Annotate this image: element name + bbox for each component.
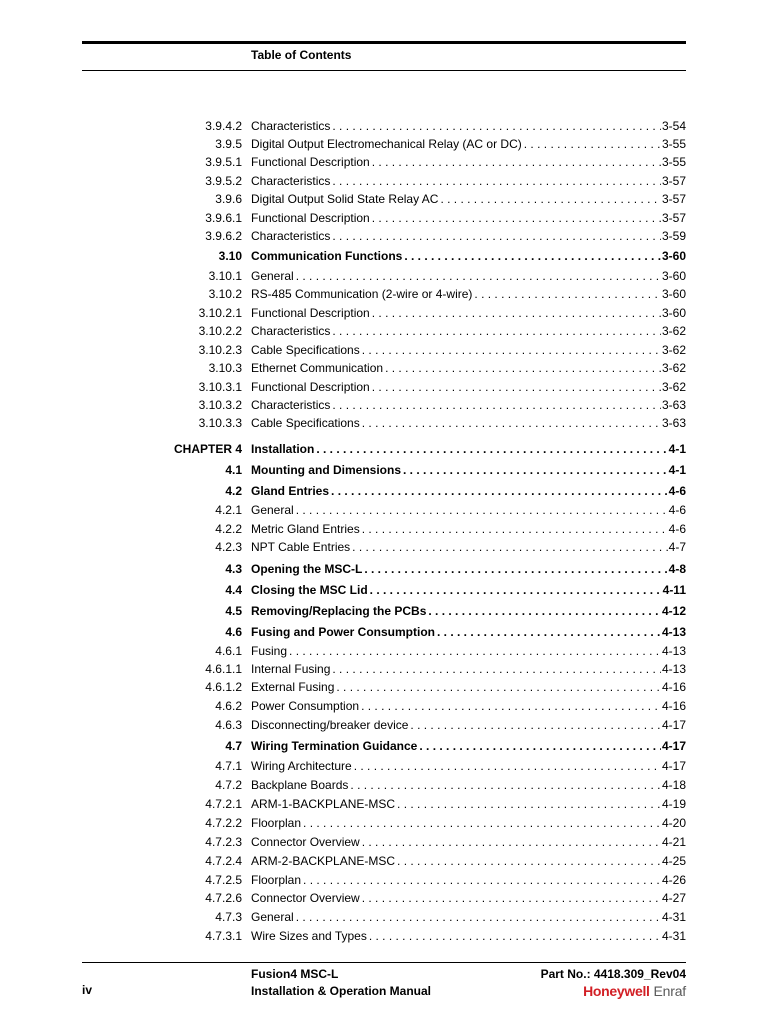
toc-entry-line	[251, 285, 686, 303]
toc-entry-line	[251, 396, 686, 414]
toc-dot-leader	[474, 285, 661, 303]
toc-entry-title: Characteristics	[251, 324, 331, 338]
toc-entry-line	[251, 889, 686, 907]
toc-dot-leader	[352, 538, 668, 556]
toc-entry[interactable]	[0, 602, 768, 620]
toc-entry[interactable]	[0, 737, 768, 755]
toc-entry[interactable]	[0, 520, 768, 538]
toc-dot-leader	[303, 814, 661, 832]
toc-entry-title: Characteristics	[251, 119, 331, 133]
toc-entry-number: 3.10.2	[208, 287, 242, 301]
toc-entry-page: 4-25	[661, 854, 686, 868]
toc-entry[interactable]	[0, 757, 768, 775]
toc-entry-page: 3-57	[661, 211, 686, 225]
toc-entry-number: 4.7.2.5	[205, 873, 242, 887]
toc-entry[interactable]	[0, 560, 768, 578]
toc-entry-line	[251, 378, 686, 396]
toc-entry-line	[251, 660, 686, 678]
toc-entry-page: 4-1	[668, 463, 686, 477]
toc-entry-title: Gland Entries	[251, 484, 330, 498]
toc-entry-page: 3-62	[661, 380, 686, 394]
toc-entry-line	[251, 227, 686, 245]
toc-entry-number: 4.7.2.3	[205, 835, 242, 849]
toc-entry-page: 3-55	[661, 155, 686, 169]
toc-entry-line	[251, 190, 686, 208]
toc-entry-title: General	[251, 910, 294, 924]
toc-entry-page: 3-60	[661, 287, 686, 301]
toc-entry[interactable]	[0, 172, 768, 190]
toc-entry-title: Floorplan	[251, 816, 302, 830]
toc-entry[interactable]	[0, 461, 768, 479]
toc-entry-page: 4-19	[661, 797, 686, 811]
toc-entry-title: Closing the MSC Lid	[251, 583, 368, 597]
toc-entry-number: 4.7.3	[215, 910, 242, 924]
toc-dot-leader	[372, 378, 661, 396]
toc-entry-page: 4-1	[668, 442, 686, 456]
toc-dot-leader	[385, 359, 661, 377]
toc-dot-leader	[332, 396, 661, 414]
toc-entry-title: Cable Specifications	[251, 416, 360, 430]
footer-product-info	[251, 966, 431, 1000]
toc-entry[interactable]	[0, 304, 768, 322]
toc-dot-leader	[336, 678, 661, 696]
toc-entry-page: 4-31	[661, 929, 686, 943]
toc-entry-number: 4.7.2.1	[205, 797, 242, 811]
toc-entry-page: 4-17	[661, 718, 686, 732]
toc-entry-page: 3-60	[661, 306, 686, 320]
toc-entry-title: Internal Fusing	[251, 662, 331, 676]
toc-entry-number: 4.6.3	[215, 718, 242, 732]
toc-entry-number: 4.7	[225, 739, 242, 753]
toc-entry-title: Ethernet Communication	[251, 361, 384, 375]
toc-entry-line	[251, 795, 686, 813]
toc-entry[interactable]	[0, 117, 768, 135]
toc-entry[interactable]	[0, 716, 768, 734]
toc-entry[interactable]	[0, 440, 768, 458]
toc-entry-page: 3-62	[661, 361, 686, 375]
toc-dot-leader	[524, 135, 661, 153]
toc-dot-leader	[332, 322, 661, 340]
toc-entry-line	[251, 440, 686, 458]
toc-entry[interactable]	[0, 247, 768, 265]
toc-entry-page: 3-63	[661, 398, 686, 412]
toc-dot-leader	[316, 440, 667, 458]
toc-entry-line	[251, 461, 686, 479]
toc-entry[interactable]	[0, 153, 768, 171]
toc-entry-page: 3-62	[661, 343, 686, 357]
toc-dot-leader	[331, 482, 668, 500]
toc-dot-leader	[397, 852, 661, 870]
toc-entry-title: Characteristics	[251, 398, 331, 412]
toc-entry-title: Communication Functions	[251, 249, 403, 263]
toc-entry-title: NPT Cable Entries	[251, 540, 351, 554]
toc-entry-line	[251, 341, 686, 359]
toc-entry-number: 4.7.2.2	[205, 816, 242, 830]
toc-entry-number: 4.7.3.1	[205, 929, 242, 943]
toc-entry-page: 3-57	[661, 174, 686, 188]
toc-entry[interactable]	[0, 814, 768, 832]
toc-entry-line	[251, 209, 686, 227]
toc-entry-number: 3.9.5.1	[205, 155, 242, 169]
toc-entry-title: Mounting and Dimensions	[251, 463, 401, 477]
toc-entry-title: Connector Overview	[251, 835, 360, 849]
toc-dot-leader	[350, 776, 661, 794]
toc-entry-line	[251, 117, 686, 135]
toc-entry-line	[251, 359, 686, 377]
toc-entry-number: 4.7.1	[215, 759, 242, 773]
toc-entry[interactable]	[0, 642, 768, 660]
toc-entry-title: Connector Overview	[251, 891, 360, 905]
toc-entry-line	[251, 678, 686, 696]
toc-entry-number: 3.9.4.2	[205, 119, 242, 133]
toc-entry-number: 3.10.3	[208, 361, 242, 375]
toc-entry-page: 4-17	[661, 739, 686, 753]
toc-entry[interactable]	[0, 927, 768, 945]
header-rule-thin	[82, 70, 686, 71]
toc-dot-leader	[410, 716, 661, 734]
toc-entry-line	[251, 776, 686, 794]
toc-entry[interactable]	[0, 697, 768, 715]
toc-entry[interactable]	[0, 359, 768, 377]
toc-entry[interactable]	[0, 538, 768, 556]
toc-entry[interactable]	[0, 482, 768, 500]
toc-entry-title: General	[251, 269, 294, 283]
toc-entry-line	[251, 908, 686, 926]
toc-dot-leader	[372, 209, 661, 227]
toc-dot-leader	[372, 304, 661, 322]
toc-entry-line	[251, 414, 686, 432]
toc-entry-page: 4-6	[668, 522, 686, 536]
toc-entry[interactable]	[0, 322, 768, 340]
toc-entry-page: 3-54	[661, 119, 686, 133]
toc-entry-title: Characteristics	[251, 174, 331, 188]
toc-entry-number: CHAPTER 4	[173, 442, 242, 456]
toc-entry[interactable]	[0, 209, 768, 227]
toc-entry-number: 4.1	[225, 463, 242, 477]
toc-dot-leader	[354, 757, 661, 775]
toc-dot-leader	[332, 172, 661, 190]
toc-entry-number: 4.2.1	[215, 503, 242, 517]
toc-entry-title: Wiring Termination Guidance	[251, 739, 418, 753]
toc-entry[interactable]	[0, 378, 768, 396]
toc-dot-leader	[364, 560, 667, 578]
toc-entry-number: 4.2	[225, 484, 242, 498]
toc-entry-line	[251, 153, 686, 171]
toc-entry-number: 3.10.3.1	[198, 380, 242, 394]
toc-entry-number: 3.9.6	[215, 192, 242, 206]
toc-entry-title: ARM-1-BACKPLANE-MSC	[251, 797, 396, 811]
toc-dot-leader	[403, 461, 668, 479]
toc-entry-line	[251, 501, 686, 519]
toc-entry[interactable]	[0, 833, 768, 851]
toc-entry-page: 4-31	[661, 910, 686, 924]
toc-entry-line	[251, 852, 686, 870]
toc-entry-line	[251, 304, 686, 322]
toc-entry-page: 4-18	[661, 778, 686, 792]
toc-entry-page: 4-27	[661, 891, 686, 905]
footer-part-number: Part No.: 4418.309_Rev04	[540, 967, 686, 981]
toc-entry-title: RS-485 Communication (2-wire or 4-wire)	[251, 287, 473, 301]
toc-entry-number: 3.9.5	[215, 137, 242, 151]
toc-entry-number: 4.7.2	[215, 778, 242, 792]
toc-entry-page: 3-63	[661, 416, 686, 430]
toc-entry-line	[251, 172, 686, 190]
toc-entry-page: 4-12	[661, 604, 686, 618]
toc-entry-title: Digital Output Solid State Relay AC	[251, 192, 439, 206]
toc-dot-leader	[362, 833, 661, 851]
toc-entry-line	[251, 560, 686, 578]
toc-dot-leader	[362, 889, 661, 907]
toc-entry-number: 3.10.2.3	[198, 343, 242, 357]
brand-enraf: Enraf	[653, 983, 686, 999]
toc-entry-page: 4-6	[668, 484, 686, 498]
toc-entry-title: Wiring Architecture	[251, 759, 352, 773]
toc-entry-page: 4-13	[661, 644, 686, 658]
toc-entry-line	[251, 642, 686, 660]
toc-entry-number: 4.7.2.6	[205, 891, 242, 905]
toc-entry[interactable]	[0, 190, 768, 208]
toc-entry-title: Disconnecting/breaker device	[251, 718, 409, 732]
toc-dot-leader	[440, 190, 661, 208]
toc-entry-title: Functional Description	[251, 211, 370, 225]
toc-entry-number: 3.10.2.2	[198, 324, 242, 338]
toc-dot-leader	[372, 153, 661, 171]
toc-entry[interactable]	[0, 501, 768, 519]
toc-entry-number: 3.9.6.2	[205, 229, 242, 243]
toc-entry[interactable]	[0, 396, 768, 414]
toc-entry-title: Floorplan	[251, 873, 302, 887]
toc-entry-line	[251, 716, 686, 734]
toc-entry-title: Functional Description	[251, 155, 370, 169]
toc-dot-leader	[332, 227, 661, 245]
toc-entry-title: Functional Description	[251, 306, 370, 320]
toc-entry-page: 4-13	[661, 662, 686, 676]
toc-dot-leader	[362, 520, 668, 538]
toc-entry-title: Backplane Boards	[251, 778, 349, 792]
toc-entry-page: 3-57	[661, 192, 686, 206]
toc-entry-line	[251, 927, 686, 945]
toc-entry-page: 4-11	[662, 583, 686, 597]
toc-dot-leader	[332, 117, 661, 135]
toc-entry-line	[251, 322, 686, 340]
toc-entry-line	[251, 623, 686, 641]
toc-entry-line	[251, 871, 686, 889]
toc-entry-page: 4-17	[661, 759, 686, 773]
toc-entry[interactable]	[0, 908, 768, 926]
toc-dot-leader	[332, 660, 661, 678]
toc-entry-page: 4-26	[661, 873, 686, 887]
toc-entry-line	[251, 538, 686, 556]
toc-entry-title: External Fusing	[251, 680, 335, 694]
toc-entry[interactable]	[0, 871, 768, 889]
footer-rule	[82, 962, 686, 963]
toc-entry[interactable]	[0, 852, 768, 870]
toc-dot-leader	[362, 414, 661, 432]
toc-entry[interactable]	[0, 776, 768, 794]
toc-dot-leader	[428, 602, 661, 620]
toc-dot-leader	[370, 581, 662, 599]
toc-entry[interactable]	[0, 267, 768, 285]
toc-entry-line	[251, 482, 686, 500]
toc-entry-page: 4-8	[668, 562, 686, 576]
toc-entry-number: 3.10.1	[208, 269, 242, 283]
honeywell-enraf-logo	[583, 983, 686, 1000]
toc-dot-leader	[419, 737, 661, 755]
toc-entry-title: Cable Specifications	[251, 343, 360, 357]
toc-entry-line	[251, 520, 686, 538]
toc-entry-page: 4-16	[661, 680, 686, 694]
toc-entry-title: Characteristics	[251, 229, 331, 243]
toc-entry[interactable]	[0, 285, 768, 303]
toc-entry[interactable]	[0, 623, 768, 641]
toc-entry-number: 3.9.6.1	[205, 211, 242, 225]
toc-dot-leader	[296, 267, 661, 285]
footer-page-number: iv	[82, 983, 93, 997]
toc-entry-number: 3.10.3.3	[198, 416, 242, 430]
toc-entry-page: 3-59	[661, 229, 686, 243]
toc-entry-line	[251, 581, 686, 599]
toc-entry[interactable]	[0, 414, 768, 432]
toc-entry-number: 4.6.1	[215, 644, 242, 658]
toc-entry-page: 4-21	[661, 835, 686, 849]
toc-entry-number: 4.6.1.1	[205, 662, 242, 676]
toc-dot-leader	[404, 247, 661, 265]
toc-entry-page: 4-16	[661, 699, 686, 713]
toc-dot-leader	[362, 341, 661, 359]
toc-dot-leader	[296, 908, 661, 926]
toc-entry[interactable]	[0, 227, 768, 245]
toc-entry-number: 3.9.5.2	[205, 174, 242, 188]
toc-entry-page: 3-62	[661, 324, 686, 338]
toc-entry-title: Fusing	[251, 644, 288, 658]
toc-entry-title: Power Consumption	[251, 699, 360, 713]
toc-entry-title: Removing/Replacing the PCBs	[251, 604, 427, 618]
toc-dot-leader	[296, 501, 668, 519]
toc-dot-leader	[289, 642, 661, 660]
toc-entry-number: 4.2.2	[215, 522, 242, 536]
toc-entry-number: 4.6	[225, 625, 242, 639]
toc-dot-leader	[437, 623, 661, 641]
toc-entry-line	[251, 602, 686, 620]
toc-entry-line	[251, 737, 686, 755]
toc-entry-title: Metric Gland Entries	[251, 522, 360, 536]
toc-entry[interactable]	[0, 889, 768, 907]
brand-honeywell: Honeywell	[583, 983, 650, 999]
page-header-title: Table of Contents	[251, 48, 352, 62]
toc-entry-title: Fusing and Power Consumption	[251, 625, 435, 639]
toc-entry-line	[251, 247, 686, 265]
toc-entry[interactable]	[0, 678, 768, 696]
toc-entry-title: Functional Description	[251, 380, 370, 394]
toc-entry[interactable]	[0, 795, 768, 813]
toc-entry-number: 4.3	[225, 562, 242, 576]
toc-entry[interactable]	[0, 581, 768, 599]
toc-entry-title: General	[251, 503, 294, 517]
toc-entry-number: 4.2.3	[215, 540, 242, 554]
toc-entry[interactable]	[0, 135, 768, 153]
toc-dot-leader	[303, 871, 661, 889]
toc-entry-page: 3-60	[661, 269, 686, 283]
toc-entry-page: 4-6	[668, 503, 686, 517]
toc-entry-number: 3.10	[218, 249, 242, 263]
toc-entry[interactable]	[0, 341, 768, 359]
toc-entry[interactable]	[0, 660, 768, 678]
toc-entry-title: Digital Output Electromechanical Relay (AC or DC)	[251, 137, 522, 151]
toc-dot-leader	[397, 795, 661, 813]
header-rule-thick	[82, 41, 686, 44]
toc-entry-title: Opening the MSC-L	[251, 562, 363, 576]
toc-dot-leader	[361, 697, 661, 715]
toc-entry-line	[251, 697, 686, 715]
toc-entry-title: ARM-2-BACKPLANE-MSC	[251, 854, 396, 868]
toc-entry-line	[251, 814, 686, 832]
toc-entry-page: 3-60	[661, 249, 686, 263]
toc-entry-line	[251, 135, 686, 153]
toc-entry-line	[251, 757, 686, 775]
toc-entry-page: 3-55	[661, 137, 686, 151]
toc-entry-title: Wire Sizes and Types	[251, 929, 367, 943]
toc-entry-line	[251, 833, 686, 851]
toc-entry-title: Installation	[251, 442, 315, 456]
toc-dot-leader	[369, 927, 661, 945]
toc-entry-number: 4.6.2	[215, 699, 242, 713]
footer-manual-name: Installation & Operation Manual	[251, 984, 432, 998]
toc-entry-page: 4-20	[661, 816, 686, 830]
toc-entry-number: 4.4	[225, 583, 242, 597]
toc-entry-number: 4.5	[225, 604, 242, 618]
footer-product-name: Fusion4 MSC-L	[251, 967, 339, 981]
toc-entry-page: 4-13	[661, 625, 686, 639]
toc-entry-line	[251, 267, 686, 285]
toc-entry-number: 4.6.1.2	[205, 680, 242, 694]
toc-entry-number: 3.10.2.1	[198, 306, 242, 320]
toc-entry-number: 4.7.2.4	[205, 854, 242, 868]
toc-entry-number: 3.10.3.2	[198, 398, 242, 412]
toc-entry-page: 4-7	[668, 540, 686, 554]
